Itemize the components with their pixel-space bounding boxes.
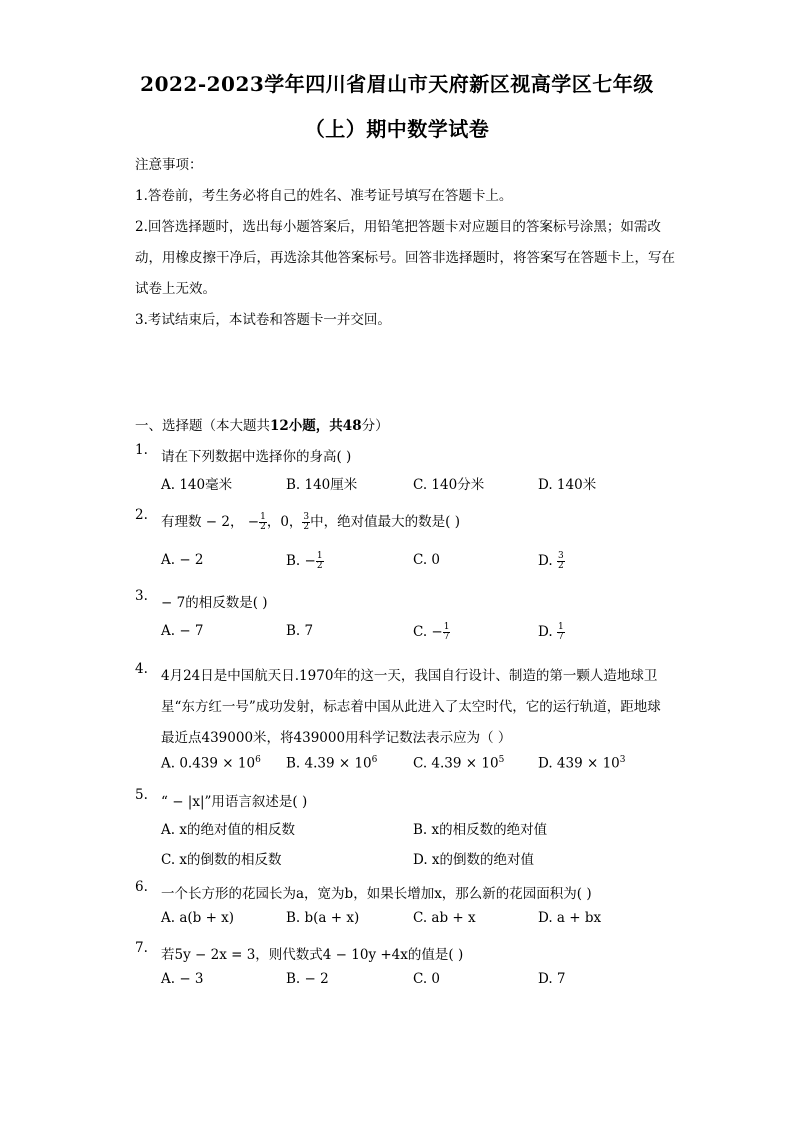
option-label: C. −: [413, 624, 443, 640]
question-number: 1.: [135, 442, 148, 458]
option-label: C. 4.39 × 10: [413, 755, 499, 772]
question-number: 5.: [135, 787, 148, 803]
question-number: 6.: [135, 879, 148, 895]
question-stem: [161, 507, 671, 538]
option-a[interactable]: A. x的绝对值的相反数: [161, 822, 295, 838]
exam-title-line1: 2022-2023学年四川省眉山市天府新区视高学区七年级: [140, 72, 654, 96]
option-b[interactable]: [286, 755, 377, 772]
denominator: 2: [260, 522, 266, 532]
stem-text: ，0，: [266, 514, 303, 530]
question-stem: − 7的相反数是( ): [161, 595, 268, 611]
section-label: 一、选择题（本大题共: [135, 418, 270, 434]
option-d[interactable]: [538, 552, 565, 571]
denominator: 2: [303, 522, 310, 532]
option-b[interactable]: B. x的相反数的绝对值: [413, 822, 548, 838]
option-c[interactable]: [413, 623, 450, 642]
question-stem: “ − |x|”用语言叙述是( ): [161, 794, 308, 810]
question-3: [135, 588, 675, 652]
note-item-1: 1.答卷前，考生务必将自己的姓名、准考证号填写在答题卡上。: [135, 188, 513, 204]
option-d[interactable]: D. 7: [538, 971, 566, 987]
option-a[interactable]: A. a(b + x): [161, 910, 235, 926]
question-stem: 一个长方形的花园长为a，宽为b，如果长增加x，那么新的花园面积为( ): [161, 886, 592, 902]
option-label: A. 0.439 × 10: [161, 755, 256, 772]
section-count: 12: [270, 418, 289, 434]
fraction: [443, 623, 451, 642]
option-c[interactable]: C. 0: [413, 971, 441, 987]
option-a[interactable]: [161, 755, 261, 772]
option-d[interactable]: D. x的倒数的绝对值: [413, 852, 535, 868]
question-stem: 请在下列数据中选择你的身高( ): [161, 449, 352, 465]
notes-heading: 注意事项：: [135, 157, 203, 173]
numerator: 3: [557, 551, 564, 561]
exponent: 6: [255, 755, 261, 765]
question-stem: 若5y − 2x = 3，则代数式4 − 10y +4x的值是( ): [161, 947, 464, 963]
fraction: [557, 623, 565, 642]
question-2: [135, 507, 675, 577]
exam-title-line2: （上）期中数学试卷: [304, 117, 490, 141]
numerator: 1: [316, 551, 323, 561]
section-mid: 小题，共: [288, 418, 343, 434]
question-number: 4.: [135, 661, 148, 677]
option-label: B. 4.39 × 10: [286, 755, 372, 772]
exponent: 6: [371, 755, 378, 765]
stem-text: 有理数 − 2， −: [161, 514, 260, 530]
option-a[interactable]: A. 140毫米: [161, 477, 233, 493]
option-label: D.: [538, 624, 553, 640]
option-c[interactable]: C. 0: [413, 552, 441, 568]
fraction: [302, 513, 310, 532]
denominator: 2: [316, 561, 323, 571]
note-item-2: 2.回答选择题时，选出每小题答案后，用铅笔把答题卡对应题目的答案标号涂黑；如需改动，用橡皮擦干净后，再选涂其他答案标号。回答非选择题时，将答案写在答题卡上，写在试卷上无效。: [135, 219, 675, 297]
denominator: 2: [557, 561, 564, 571]
option-b[interactable]: B. − 2: [286, 971, 329, 987]
question-4: [135, 661, 675, 785]
option-label: D. 439 × 10: [538, 755, 620, 772]
exponent: 3: [619, 755, 626, 765]
question-1: [135, 442, 675, 504]
numerator: 3: [303, 512, 310, 522]
question-7: [135, 940, 675, 1002]
section-heading: [135, 414, 389, 434]
option-c[interactable]: [413, 755, 504, 772]
numerator: 1: [260, 512, 266, 522]
option-c[interactable]: C. x的倒数的相反数: [161, 852, 282, 868]
option-a[interactable]: A. − 2: [161, 552, 204, 568]
option-b[interactable]: [286, 552, 324, 571]
question-5: [135, 787, 675, 879]
numerator: 1: [557, 622, 564, 632]
denominator: 7: [557, 632, 564, 642]
note-item-3: 3.考试结束后，本试卷和答题卡一并交回。: [135, 312, 391, 328]
notes-block: [135, 150, 675, 336]
fraction: [316, 552, 324, 571]
numerator: 1: [443, 622, 450, 632]
option-a[interactable]: A. − 3: [161, 971, 204, 987]
section-end: 分）: [361, 418, 389, 434]
fraction: [259, 513, 267, 532]
denominator: 7: [443, 632, 450, 642]
option-label: B. −: [286, 553, 316, 569]
option-d[interactable]: D. 140米: [538, 477, 597, 493]
exponent: 5: [498, 755, 505, 765]
option-b[interactable]: B. b(a + x): [286, 910, 360, 926]
option-b[interactable]: B. 7: [286, 623, 314, 639]
option-b[interactable]: B. 140厘米: [286, 477, 358, 493]
option-c[interactable]: C. ab + x: [413, 910, 476, 926]
option-d[interactable]: [538, 623, 565, 642]
option-d[interactable]: D. a + bx: [538, 910, 602, 926]
question-number: 3.: [135, 588, 148, 604]
question-number: 2.: [135, 507, 148, 523]
option-c[interactable]: C. 140分米: [413, 477, 485, 493]
question-stem: 4月24日是中国航天日.1970年的这一天，我国自行设计、制造的第一颗人造地球卫星“东方红一号”成功发射，标志着中国从此进入了太空时代，它的运行轨道，距地球最近点439000米，将439000用科学记数法表示应为（ ）: [161, 668, 661, 746]
option-a[interactable]: A. − 7: [161, 623, 204, 639]
option-label: D.: [538, 553, 553, 569]
question-number: 7.: [135, 940, 148, 956]
stem-text: 中，绝对值最大的数是( ): [310, 514, 460, 530]
section-score: 48: [342, 418, 362, 434]
option-d[interactable]: [538, 755, 626, 772]
question-6: [135, 879, 675, 941]
fraction: [557, 552, 565, 571]
